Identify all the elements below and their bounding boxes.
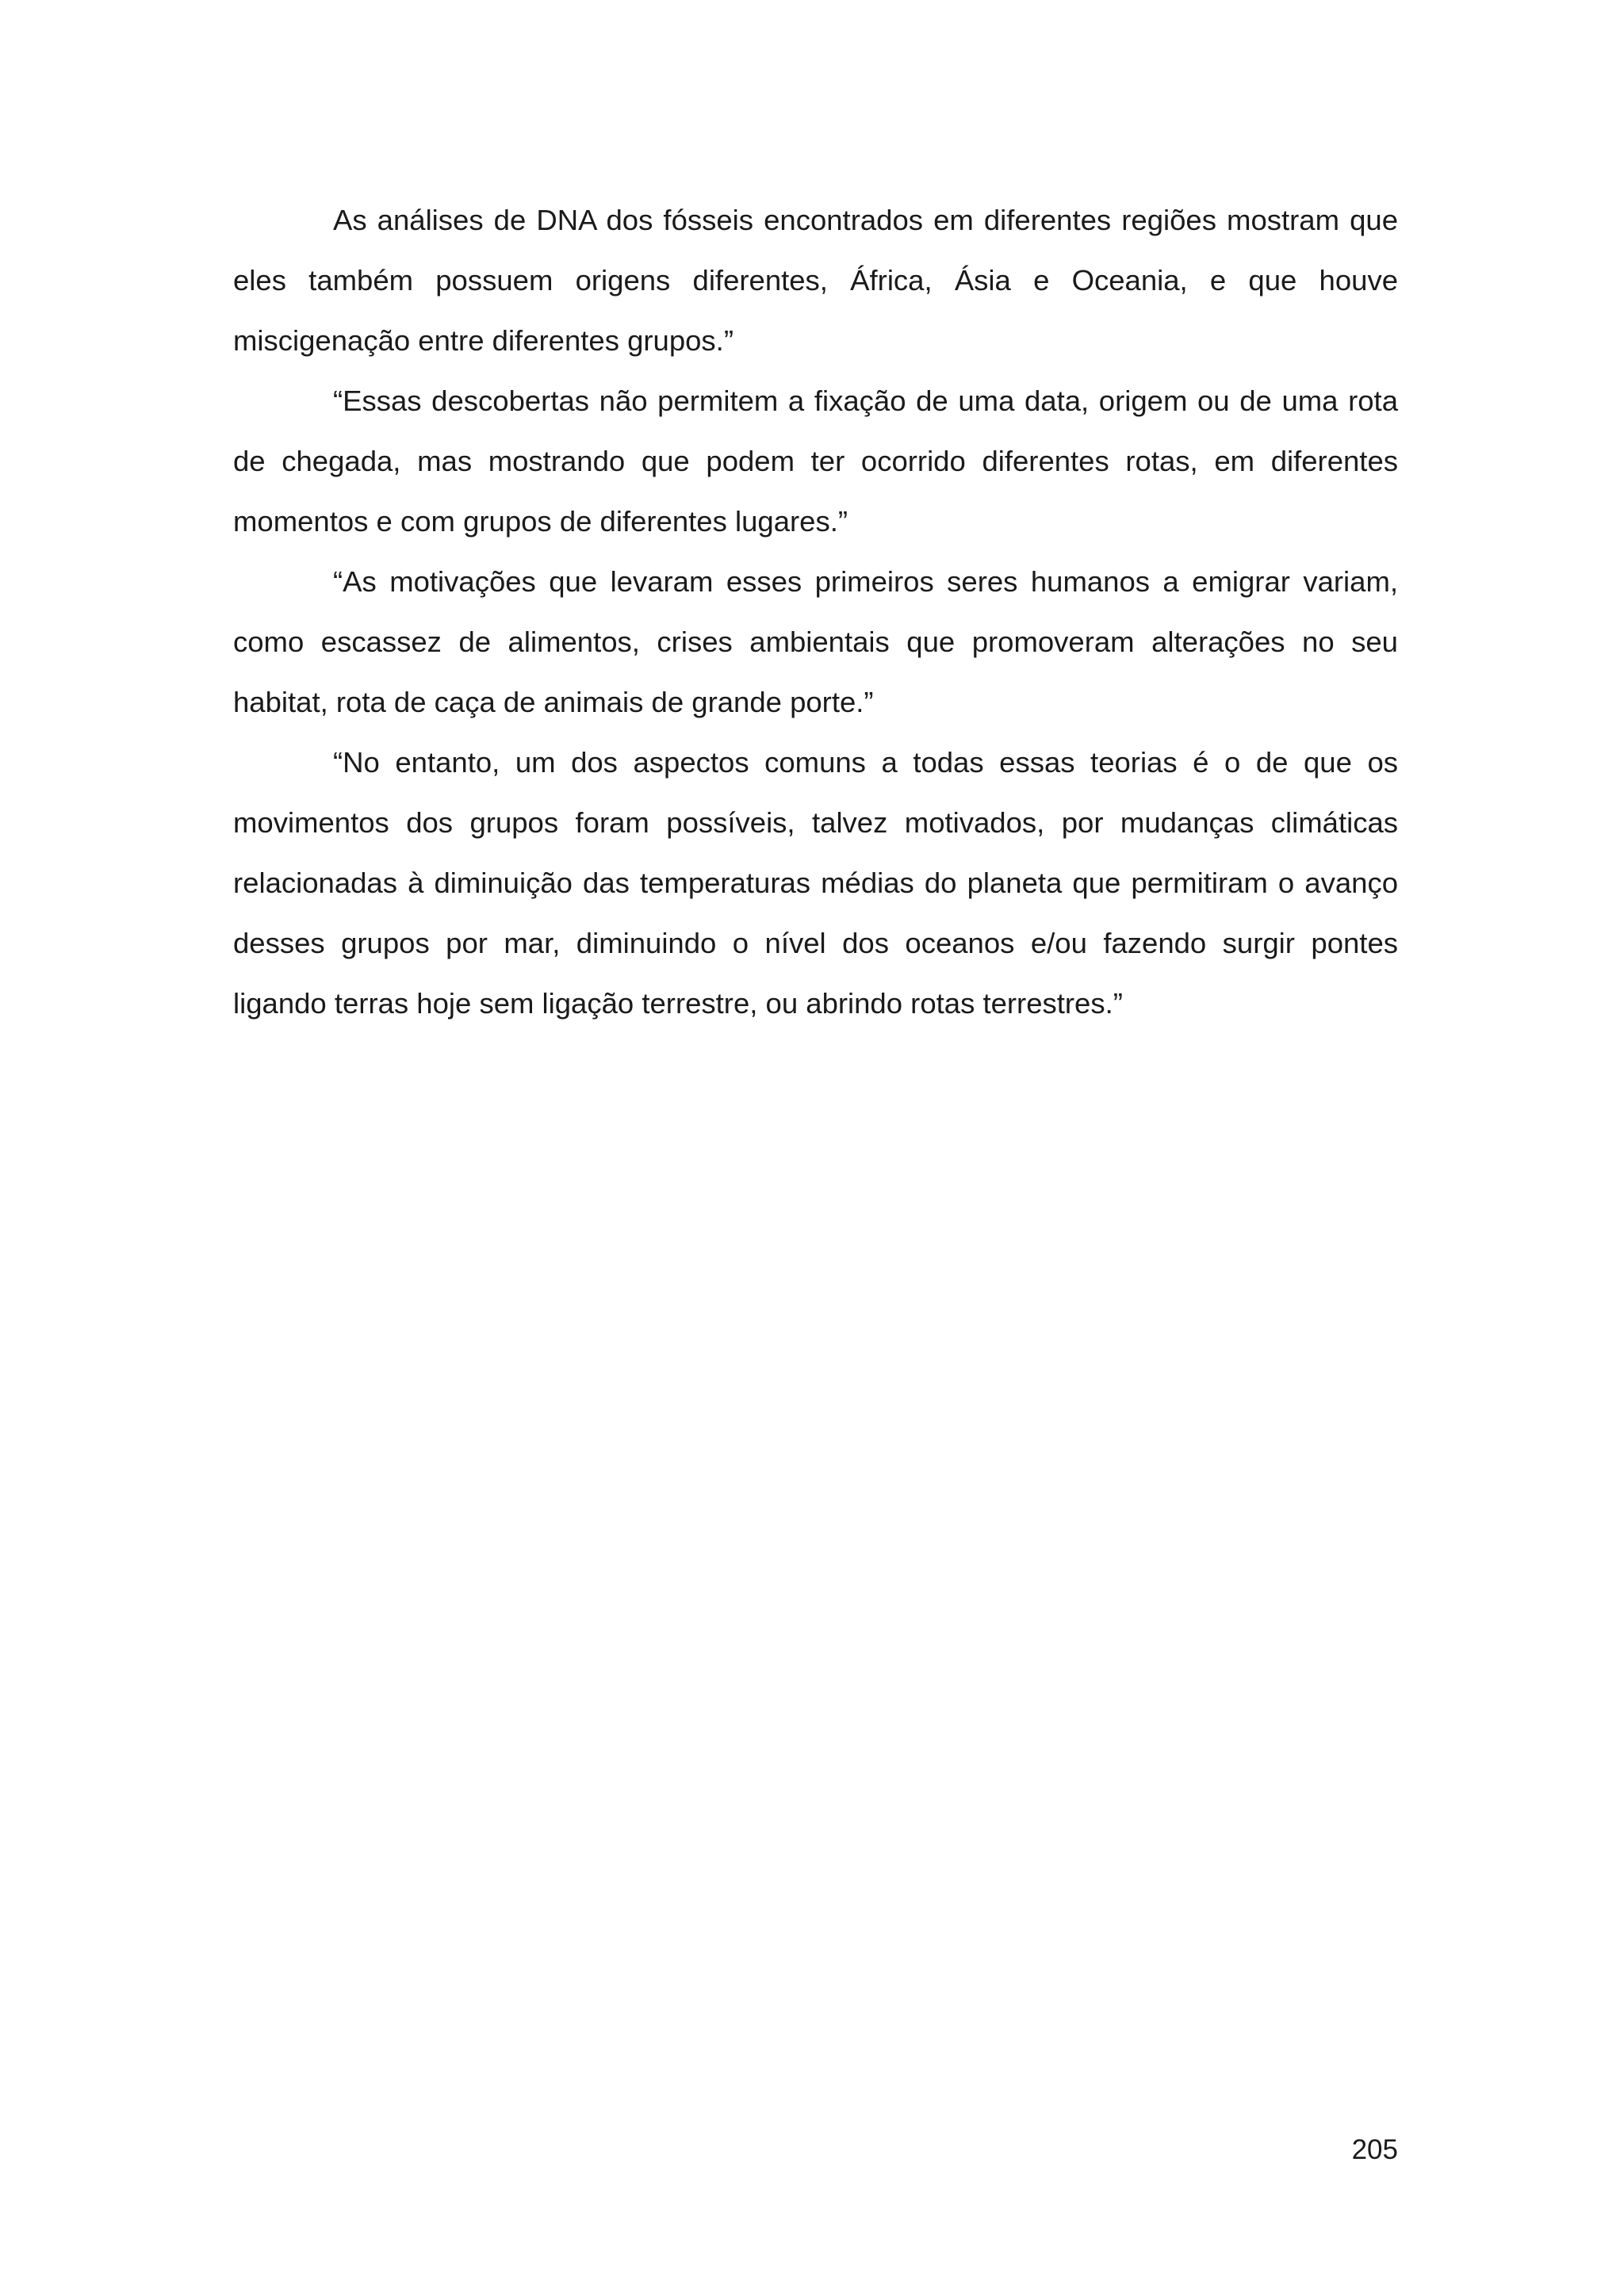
paragraph-discoveries: “Essas descobertas não permitem a fixação de uma data, origem ou de uma rota de chegada, mas mostrando que podem ter ocorrido diferentes rotas, em diferentes momentos e com grupos de diferentes lugares.” <box>233 385 1398 538</box>
body-text <box>233 190 1398 1034</box>
paragraph-dna-analysis: As análises de DNA dos fósseis encontrados em diferentes regiões mostram que eles também possuem origens diferentes, África, Ásia e Oceania, e que houve miscigenação entre diferentes grupos.” <box>233 204 1398 357</box>
paragraph-common-aspects: “No entanto, um dos aspectos comuns a todas essas teorias é o de que os movimentos dos grupos foram possíveis, talvez motivados, por mudanças climáticas relacionadas à diminuição das temperaturas médias do planeta que permitiram o avanço desses grupos por mar, diminuindo o nível dos oceanos e/ou fazendo surgir pontes ligando terras hoje sem ligação terrestre, ou abrindo rotas terrestres.” <box>233 746 1398 1020</box>
page-number: 205 <box>1351 2134 1398 2165</box>
paragraph-motivations: “As motivações que levaram esses primeiros seres humanos a emigrar variam, como escassez de alimentos, crises ambientais que promoveram alterações no seu habitat, rota de caça de animais de grande porte.” <box>233 565 1398 718</box>
